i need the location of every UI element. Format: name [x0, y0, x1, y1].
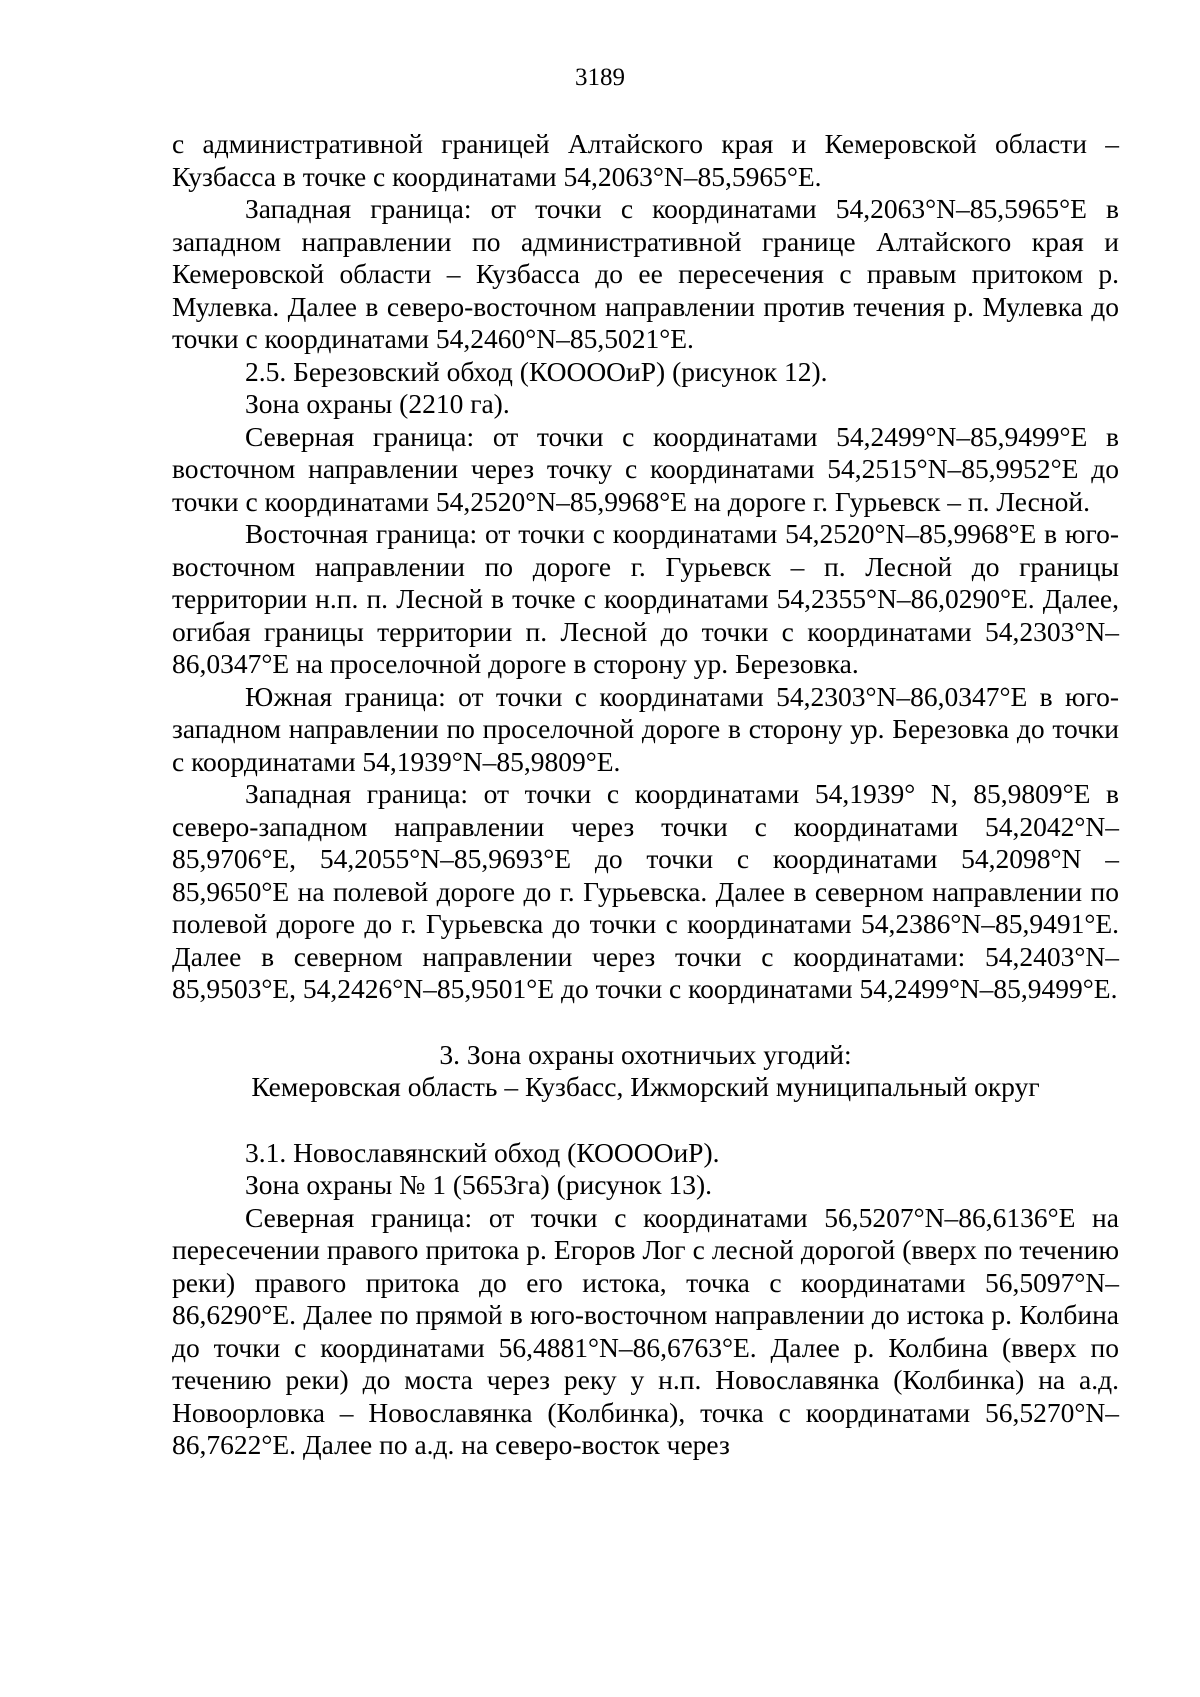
- section-spacer: [172, 1104, 1119, 1137]
- paragraph: Западная граница: от точки с координатами 54,1939° N, 85,9809°E в северо-западном направлении через точки с координатами 54,2042°N–85,9706°E, 54,2055°N–85,9693°E до точки с координатами 54,2098°N – 85,9650°E на полевой дороге до г. Гурьевска. Далее в северном направлении по полевой дороге до г. Гурьевска до точки с координатами 54,2386°N–85,9491°E. Далее в северном направлении через точки с координатами: 54,2403°N–85,9503°E, 54,2426°N–85,9501°E до точки с координатами 54,2499°N–85,9499°E.: [172, 778, 1119, 1004]
- paragraph: 2.5. Березовский обход (КООООиР) (рисунок 12).: [245, 355, 828, 387]
- paragraph: Зона охраны (2210 га).: [245, 388, 510, 419]
- paragraph: с административной границей Алтайского края и Кемеровской области – Кузбасса в точке с координатами 54,2063°N–85,5965°E.: [172, 128, 1119, 192]
- paragraph: Северная граница: от точки с координатами 54,2499°N–85,9499°E в восточном направлении через точку с координатами 54,2515°N–85,9952°E до точки с координатами 54,2520°N–85,9968°E на дороге г. Гурьевск – п. Лесной.: [172, 420, 1119, 517]
- paragraph: Зона охраны № 1 (5653га) (рисунок 13).: [245, 1169, 713, 1200]
- paragraph: 3.1. Новославянский обход (КООООиР).: [245, 1136, 720, 1168]
- paragraph: Северная граница: от точки с координатами 56,5207°N–86,6136°E на пересечении правого притока р. Егоров Лог с лесной дорогой (вверх по течению реки) правого притока до его истока, точка с координатами 56,5097°N–86,6290°E. Далее по прямой в юго-восточном направлении до истока р. Колбина до точки с координатами 56,4881°N–86,6763°E. Далее р. Колбина (вверх по течению реки) до моста через реку у н.п. Новославянка (Колбинка) на а.д. Новоорловка – Новославянка (Колбинка), точка с координатами 56,5270°N–86,7622°E. Далее по а.д. на северо-восток через: [172, 1201, 1119, 1460]
- paragraph: Южная граница: от точки с координатами 54,2303°N–86,0347°E в юго-западном направлении по проселочной дороге в сторону ур. Березовка до точки с координатами 54,1939°N–85,9809°E.: [172, 680, 1119, 777]
- section-heading: Кемеровская область – Кузбасс, Ижморский муниципальный округ: [251, 1071, 1040, 1102]
- section-heading: 3. Зона охраны охотничьих угодий:: [439, 1038, 852, 1070]
- paragraph: Восточная граница: от точки с координатами 54,2520°N–85,9968°E в юго-восточном направлении по дороге г. Гурьевск – п. Лесной до границы территории н.п. п. Лесной в точке с координатами 54,2355°N–86,0290°E. Далее, огибая границы территории п. Лесной до точки с координатами 54,2303°N–86,0347°E на проселочной дороге в сторону ур. Березовка.: [172, 518, 1119, 679]
- paragraph: Западная граница: от точки с координатами 54,2063°N–85,5965°E в западном направлении по административной границе Алтайского края и Кемеровской области – Кузбасса до ее пересечения с правым притоком р. Мулевка. Далее в северо-восточном направлении против течения р. Мулевка до точки с координатами 54,2460°N–85,5021°E.: [172, 193, 1119, 354]
- document-body: [172, 128, 1119, 1462]
- page-number: 3189: [575, 64, 625, 91]
- section-spacer: [172, 1006, 1119, 1039]
